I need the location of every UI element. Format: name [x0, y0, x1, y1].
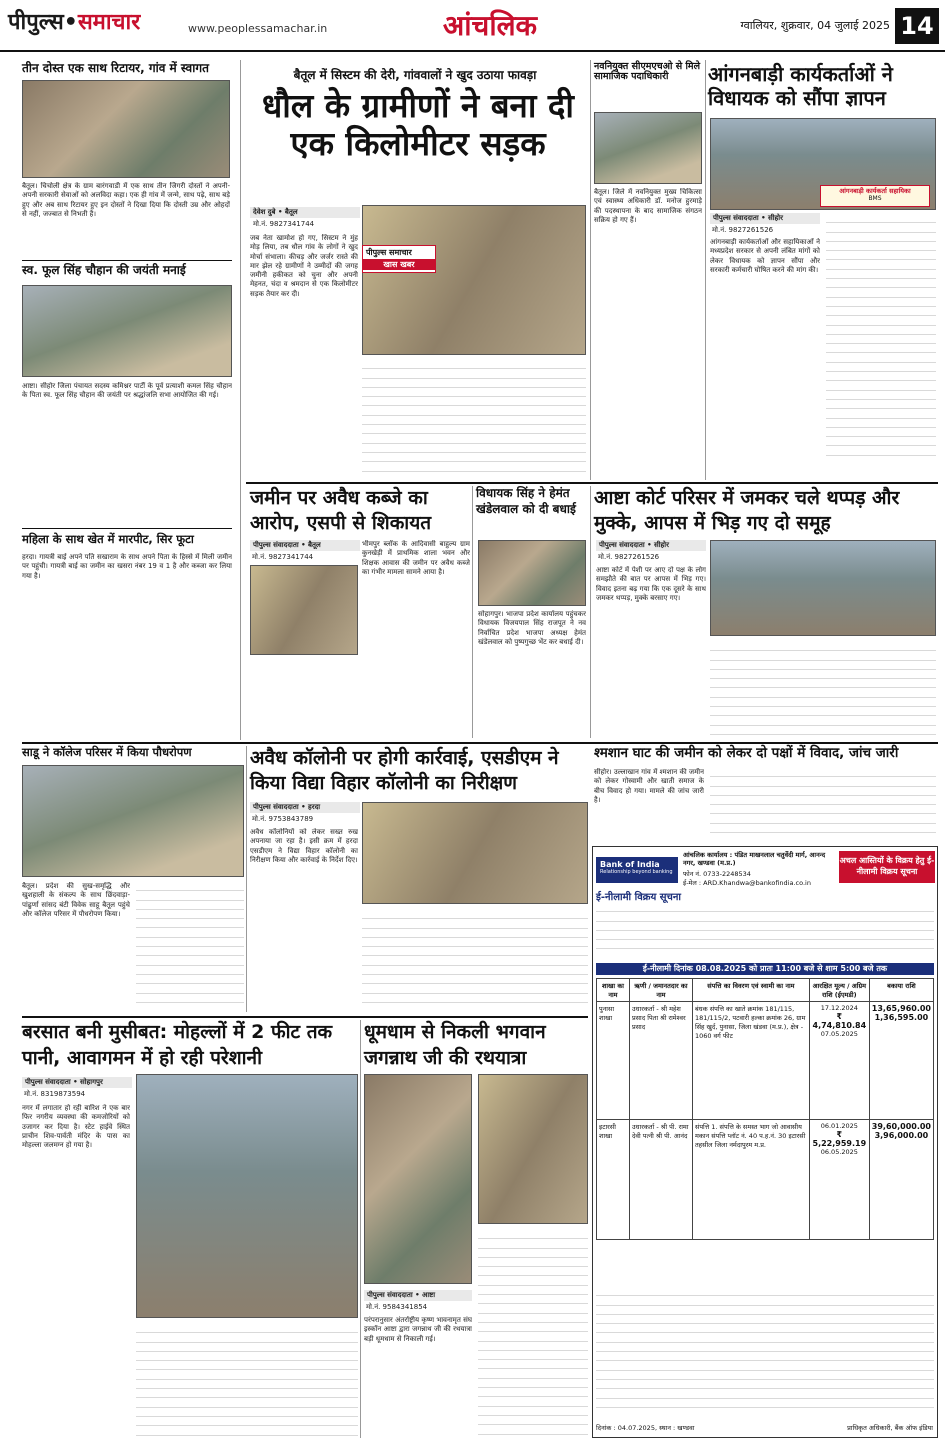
row-reserve: ₹ 5,22,959.19: [812, 1130, 867, 1148]
s8-body: सोहागपुर। भाजपा प्रदेश कार्यालय पहुंचकर विधायक विजयपाल सिंह राजपूत ने नव निर्वाचित प्रदेश भाजपा अध्यक्ष हेमंत खंडेलवाल को पुष्पगुच्छ भेंट कर बधाई दी।: [478, 610, 586, 646]
s10-body-rest: [136, 882, 244, 1012]
s7-body: भीमपुर ब्लॉक के आदिवासी बाहुल्य ग्राम कुनखेड़ी में प्राथमिक शाला भवन और शिक्षक आवास की जमीन पर अवैध कब्जे का गंभीर मामला सामने आया है।: [362, 540, 470, 576]
row-dues: 39,60,000.00: [871, 1122, 931, 1131]
s3-photo: [594, 112, 702, 184]
s2-tag-text: खास खबर: [363, 259, 435, 270]
s13-mobile: मो.नं. 8319873594: [24, 1090, 86, 1098]
s14-body: परंपरानुसार अंतर्राष्ट्रीय कृष्ण भावनामृत संघ इस्कॉन आष्टा द्वारा जगन्नाथ जी की रथयात्रा बड़ी धूमधाम से निकाली गई।: [364, 1316, 472, 1343]
notice-title: ई-नीलामी विक्रय सूचना: [596, 892, 681, 903]
s5-photo: [22, 285, 232, 377]
s4-body-rest: [826, 214, 936, 474]
s4-banner-title: आंगनबाड़ी कार्यकर्ता सहायिका: [839, 187, 911, 195]
row-date1: 17.12.2024: [820, 1004, 858, 1012]
s4-headline: आंगनबाड़ी कार्यकर्ताओं ने विधायक को सौंपा ज्ञापन: [708, 62, 893, 110]
s5-headline: स्व. फूल सिंह चौहान की जयंती मनाई: [22, 263, 186, 277]
site-url[interactable]: www.peoplessamachar.in: [188, 22, 328, 35]
row-date2: 07.05.2025: [820, 1030, 858, 1038]
s5-body: आष्टा। सीहोर जिला पंचायत सदस्य कमिश्नर पार्टी के पूर्व प्रत्याशी कमल सिंह चौहान के पिता स्व. फूल सिंह चौहान की जयंती पर श्रद्धांजलि सभा आयोजित की गई।: [22, 382, 232, 400]
s7-body-a: [250, 660, 358, 738]
s3-body: बैतूल। जिले में नवनियुक्त मुख्य चिकित्सा एवं स्वास्थ्य अधिकारी डॉ. मनोज हुरमाड़े की पदस्थापना के बाद सामाजिक संगठन सक्रिय हो गए हैं।: [594, 188, 702, 224]
s12-body-rest: [710, 768, 936, 842]
s2-body-rest: [362, 360, 586, 478]
s11-headline: अवैध कॉलोनी पर होगी कार्रवाई, एसडीएम ने किया विद्या विहार कॉलोनी का निरीक्षण: [250, 747, 559, 794]
s13-body: नगर में लगातार हो रही बारिश ने एक बार फिर नगरीय व्यवस्था की कमजोरियों को उजागर कर दिया है। स्टेट हाईवे स्थित प्राचीन शिव-पार्वती मंदिर के पास का मोहल्ला जलमग्न हो गया है।: [22, 1104, 130, 1150]
notice-terms: [596, 1287, 934, 1415]
notice-sign: प्राधिकृत अधिकारी, बैंक ऑफ इंडिया: [847, 1424, 933, 1432]
s11-body: अवैध कॉलोनियों को लेकर सख्त रुख अपनाया जा रहा है। इसी क्रम में हरदा एसडीएम ने विद्या विहार कॉलोनी का निरीक्षण किया और कार्रवाई के निर्देश दिए।: [250, 828, 358, 864]
s14-photo: [364, 1074, 472, 1284]
s7-byline: पीपुल्स संवाददाता • बैतूल: [250, 540, 360, 551]
bank-logo: [596, 857, 678, 883]
notice-footer: दिनांक : 04.07.2025, स्थान : खण्डवा: [596, 1424, 695, 1432]
s8-headline: विधायक सिंह ने हेमंत खंडेलवाल को दी बधाई: [476, 486, 576, 516]
auction-date: ई-नीलामी दिनांक 08.08.2025 को प्रातः 11:00 बजे से शाम 5:00 बजे तक: [596, 963, 934, 975]
col-dues: बकाया राशि: [869, 979, 933, 1002]
s9-mobile: मो.नं. 9827261526: [598, 553, 660, 561]
section-title: आंचलिक: [442, 9, 538, 42]
s4-body: आंगनबाड़ी कार्यकर्ताओं और सहायिकाओं ने मध्यप्रदेश सरकार से अपनी लंबित मांगों को लेकर विधायक को ज्ञापन सौंपा और सरकारी कर्मचारी घोषित करने की मांग की।: [710, 238, 820, 274]
bank-tagline: Relationship beyond banking: [600, 869, 673, 875]
s9-body-rest: [710, 642, 936, 738]
s2-mobile: मो.नं. 9827341744: [253, 220, 315, 228]
s1-body: बैतूल। चिचोली क्षेत्र के ग्राम बारंगवाडी में एक साथ तीन जिगरी दोस्तों ने अपनी-अपनी सरकारी सेवाओं को अलविदा कहा। एक ही गांव में जन्मे, साथ पढ़े, साथ बड़े हुए और अब साथ रिटायर हुए इन दोस्तों ने दिखा दिया कि दोस्ती उम्र और ओहदों से नहीं, जज्बात से निभती है।: [22, 182, 230, 218]
office-email[interactable]: ई-मेल : ARD.Khandwa@bankofindia.co.in: [683, 879, 811, 887]
row-borrower: उधारकर्ता - श्री पी. रामा देवी पत्नी श्री पी. आनंद: [629, 1120, 692, 1240]
s11-body-rest: [362, 910, 588, 1012]
row-dues2: 3,96,000.00: [874, 1131, 929, 1140]
row-date1: 06.01.2025: [820, 1122, 858, 1130]
s11-photo: [362, 802, 588, 904]
s6-headline: महिला के साथ खेत में मारपीट, सिर फूटा: [22, 532, 194, 546]
s11-byline: पीपुल्स संवाददाता • हरदा: [250, 802, 360, 813]
s9-body: आष्टा कोर्ट में पेशी पर आए दो पक्ष के लोग समझौते की बात पर आपस में भिड़ गए। विवाद इतना बढ़ गया कि एक दूसरे के साथ जमकर थप्पड़, मुक्के बरसाए गए।: [596, 566, 706, 602]
s7-photo: [250, 565, 358, 655]
row-dues: 13,65,960.00: [871, 1004, 931, 1013]
masthead: [0, 0, 945, 52]
bank-auction-notice: [592, 846, 938, 1438]
s14-byline: पीपुल्स संवाददाता • आष्टा: [364, 1290, 472, 1301]
s14-headline: धूमधाम से निकली भगवान जगन्नाथ जी की रथयात्रा: [364, 1021, 546, 1069]
s13-photo: [136, 1074, 358, 1318]
row-dues2: 1,36,595.00: [874, 1013, 929, 1022]
s4-banner-sub: BMS: [868, 195, 882, 202]
dateline: ग्वालियर, शुक्रवार, 04 जुलाई 2025: [740, 19, 890, 32]
s7-mobile: मो.नं. 9827341744: [252, 553, 314, 561]
s10-headline: साडू ने कॉलेज परिसर में किया पौधरोपण: [22, 745, 192, 759]
auction-row: [597, 1120, 934, 1240]
s13-headline: बरसात बनी मुसीबत: मोहल्लों में 2 फीट तक पानी, आवागमन में हो रही परेशानी: [22, 1021, 333, 1069]
col-reserve: आरक्षित मूल्य / अग्रिम राशि (ईएमडी): [809, 979, 869, 1002]
row-date2: 06.05.2025: [820, 1148, 858, 1156]
s2-special-tag: [362, 245, 436, 273]
s9-photo: [710, 540, 936, 636]
row-property: संपत्ति 1. संपत्ति के समस्त भाग जो आवासीय मकान संपत्ति प्लॉट नं. 40 प.ह.नं. 30 इटारसी तहसील जिला नर्मदापुरम म.प्र.: [692, 1120, 809, 1240]
s9-headline: आष्टा कोर्ट परिसर में जमकर चले थप्पड़ और मुक्के, आपस में भिड़ गए दो समूह: [594, 487, 900, 534]
s9-byline: पीपुल्स संवाददाता • सीहोर: [596, 540, 706, 551]
s2-byline: देवेश दुबे • बैतूल: [250, 207, 360, 218]
s13-body-rest: [136, 1324, 358, 1438]
s10-body: बैतूल। प्रदेश की सुख-समृद्धि और खुशहाली के संकल्प के साथ छिंदवाड़ा-पांढुर्णा सांसद बंटी विवेक साहू बैतूल पहुंचे और कॉलेज परिसर में पौधरोपण किया।: [22, 882, 130, 918]
s12-headline: श्मशान घाट की जमीन को लेकर दो पक्षों में विवाद, जांच जारी: [594, 745, 899, 761]
s14-photo-2: [478, 1074, 588, 1224]
notice-intro: [596, 903, 934, 959]
row-reserve: ₹ 4,74,810.84: [812, 1012, 867, 1030]
s2-kicker: बैतूल में सिस्टम की देरी, गांववालों ने खुद उठाया फावड़ा: [293, 68, 537, 82]
auction-row: [597, 1002, 934, 1120]
row-branch: इटारसी शाखा: [597, 1120, 630, 1240]
s2-body-col1: जब नेता खामोश हो गए, सिस्टम ने मुंह मोड़ लिया, तब धौल गांव के लोगों ने खुद मोर्चा संभाला। कीचड़ और जर्जर रास्ते की मार झेल रहे ग्रामीणों ने उम्मीदों की जगह जमीनी हकीकत को चुना और अपनी मेहनत, चंदा व श्रमदान से एक किलोमीटर सड़क तैयार कर दी।: [250, 234, 358, 298]
page-number: 14: [895, 8, 939, 44]
s7-headline: जमीन पर अवैध कब्जे का आरोप, एसपी से शिकायत: [250, 487, 432, 534]
s14-body-rest: [478, 1230, 588, 1438]
s11-mobile: मो.नं. 9753843789: [252, 815, 314, 823]
s13-byline: पीपुल्स संवाददाता • सोहागपुर: [22, 1077, 132, 1088]
s4-banner: [820, 185, 930, 207]
s10-photo: [22, 765, 244, 877]
s4-byline: पीपुल्स संवाददाता • सीहोर: [710, 213, 820, 224]
row-borrower: उधारकर्ता - श्री महेश प्रसाद पिता श्री रामेश्वर प्रसाद: [629, 1002, 692, 1120]
office-phone: फोन नं. 0733-2248534: [683, 870, 751, 878]
s12-body: सीहोर। उल्लाखान गांव में श्मशान की जमीन को लेकर गोस्वामी और खाती समाज के बीच विवाद हो गया। मामले की जांच जारी है।: [594, 768, 704, 804]
bank-name: Bank of India: [600, 860, 660, 869]
s1-photo: [22, 80, 230, 178]
s1-headline: तीन दोस्त एक साथ रिटायर, गांव में स्वागत: [22, 61, 209, 75]
s4-mobile: मो.नं. 9827261526: [712, 226, 774, 234]
side-title: अचल आस्तियों के विक्रय हेतु ई-नीलामी विक्रय सूचना: [839, 851, 935, 883]
s2-photo: [362, 205, 586, 355]
col-borrower: ऋणी / जमानतदार का नाम: [629, 979, 692, 1002]
s8-photo: [478, 540, 586, 606]
newspaper-logo: पीपुल्स•समाचार: [8, 10, 141, 35]
s6-body: हरदा। गायत्री बाई अपने पति सखाराम के साथ अपने पिता के हिस्से में मिली जमीन पर पहुंची। गायत्री बाई का जमीन का खसरा नंबर 19 व 1 है और कब्जा कर लिया गया है।: [22, 553, 232, 580]
col-property: संपत्ति का विवरण एवं स्वामी का नाम: [692, 979, 809, 1002]
auction-table: [596, 978, 934, 1240]
s3-kicker: नवनियुक्त सीएमएचओ से मिले सामाजिक पदाधिकारी: [594, 61, 701, 83]
s2-tag-logo: पीपुल्स समाचार: [366, 248, 412, 257]
s2-headline: धौल के ग्रामीणों ने बना दी एक किलोमीटर सड़क: [262, 86, 574, 163]
row-branch: पुनासा शाखा: [597, 1002, 630, 1120]
office-address: आंचलिक कार्यालय : पंडित माखनलाल चतुर्वेदी मार्ग, आनन्द नगर, खण्डवा (म.प्र.): [683, 851, 826, 867]
s14-mobile: मो.नं. 9584341854: [366, 1303, 428, 1311]
row-property: बंधक संपत्ति का खाते क्रमांक 181/115, 181/115/2, पटवारी हल्का क्रमांक 26, ग्राम सिंह खुर्द, पुनासा, जिला खंडवा (म.प्र.), क्षेत्र - 1060 वर्ग फीट: [692, 1002, 809, 1120]
col-branch: शाखा का नाम: [597, 979, 630, 1002]
